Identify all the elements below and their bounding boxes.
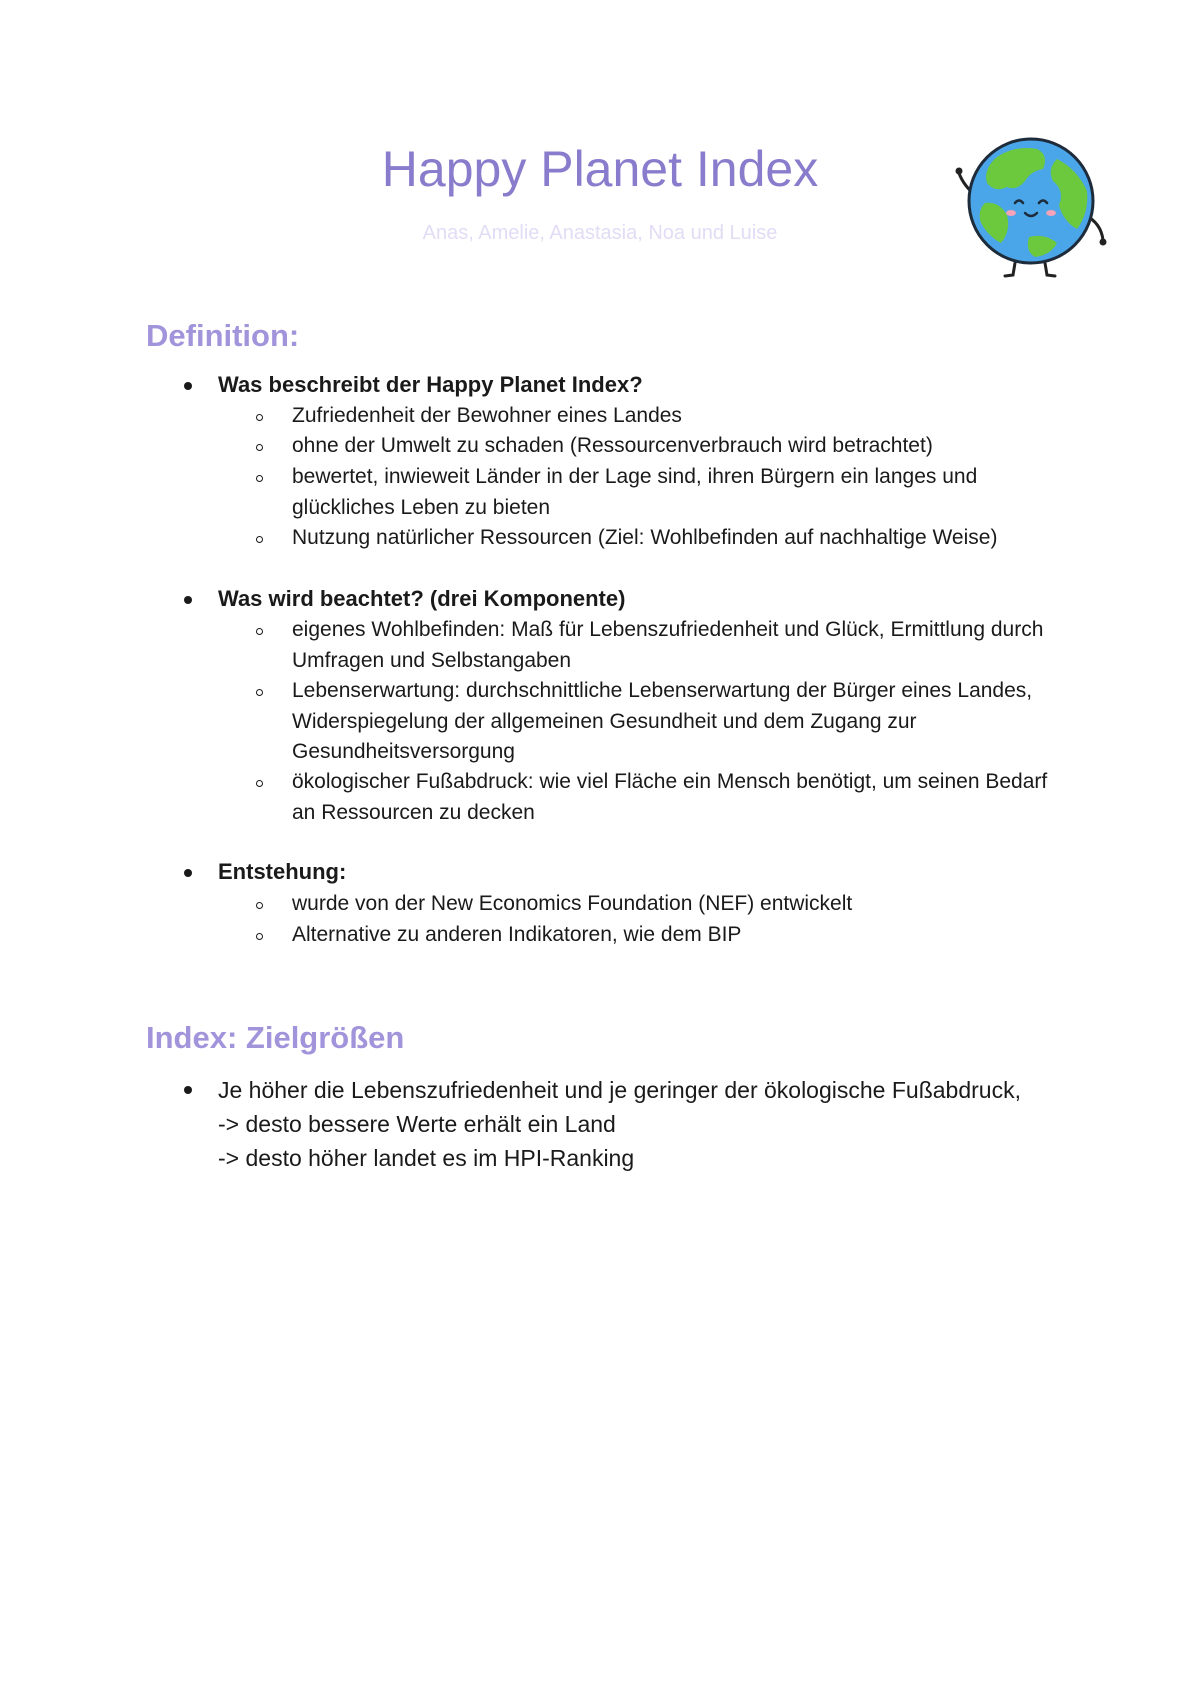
definition-heading: Definition: bbox=[146, 318, 300, 353]
sub-item: ohne der Umwelt zu schaden (Ressourcenverbrauch wird betrachtet) bbox=[292, 434, 933, 457]
circle-bullet-icon bbox=[256, 444, 263, 451]
bullet-icon bbox=[184, 596, 192, 604]
circle-bullet-icon bbox=[256, 933, 263, 940]
index-line: -> desto höher landet es im HPI-Ranking bbox=[218, 1145, 635, 1171]
sub-item: Lebenserwartung: durchschnittliche Lebenserwartung der Bürger eines Landes, Widerspiegelung der allgemeinen Gesundheit und dem Zugang zur Gesundheitsversorgung bbox=[292, 679, 1033, 763]
item-label: Entstehung: bbox=[218, 859, 347, 884]
circle-bullet-icon bbox=[256, 628, 263, 635]
item-label: Was wird beachtet? (drei Komponente) bbox=[218, 586, 626, 611]
sub-item: Alternative zu anderen Indikatoren, wie dem BIP bbox=[292, 923, 742, 946]
circle-bullet-icon bbox=[256, 689, 263, 696]
sub-item: ökologischer Fußabdruck: wie viel Fläche ein Mensch benötigt, um seinen Bedarf an Ressourcen zu decken bbox=[292, 770, 1048, 824]
sub-item: wurde von der New Economics Foundation (NEF) entwickelt bbox=[292, 892, 853, 915]
sub-item: Zufriedenheit der Bewohner eines Landes bbox=[292, 404, 682, 427]
bullet-icon bbox=[184, 1086, 192, 1094]
bullet-icon bbox=[184, 382, 192, 390]
circle-bullet-icon bbox=[256, 780, 263, 787]
authors-line: Anas, Amelie, Anastasia, Noa und Luise bbox=[422, 222, 778, 244]
item-label: Was beschreibt der Happy Planet Index? bbox=[218, 372, 643, 397]
sub-item: Nutzung natürlicher Ressourcen (Ziel: Wohlbefinden auf nachhaltige Weise) bbox=[292, 526, 998, 549]
circle-bullet-icon bbox=[256, 475, 263, 482]
index-line: Je höher die Lebenszufriedenheit und je geringer der ökologische Fußabdruck, bbox=[218, 1077, 1021, 1103]
index-line: -> desto bessere Werte erhält ein Land bbox=[218, 1111, 616, 1137]
circle-bullet-icon bbox=[256, 414, 263, 421]
document-title: Happy Planet Index bbox=[381, 141, 819, 197]
index-heading: Index: Zielgrößen bbox=[146, 1020, 405, 1055]
circle-bullet-icon bbox=[256, 536, 263, 543]
sub-item: eigenes Wohlbefinden: Maß für Lebenszufriedenheit und Glück, Ermittlung durch Umfragen und Selbstangaben bbox=[292, 618, 1044, 672]
circle-bullet-icon bbox=[256, 902, 263, 909]
sub-item: bewertet, inwieweit Länder in der Lage sind, ihren Bürgern ein langes und glückliches Leben zu bieten bbox=[292, 465, 978, 519]
bullet-icon bbox=[184, 869, 192, 877]
smiling-earth-globe-icon bbox=[945, 125, 1115, 280]
